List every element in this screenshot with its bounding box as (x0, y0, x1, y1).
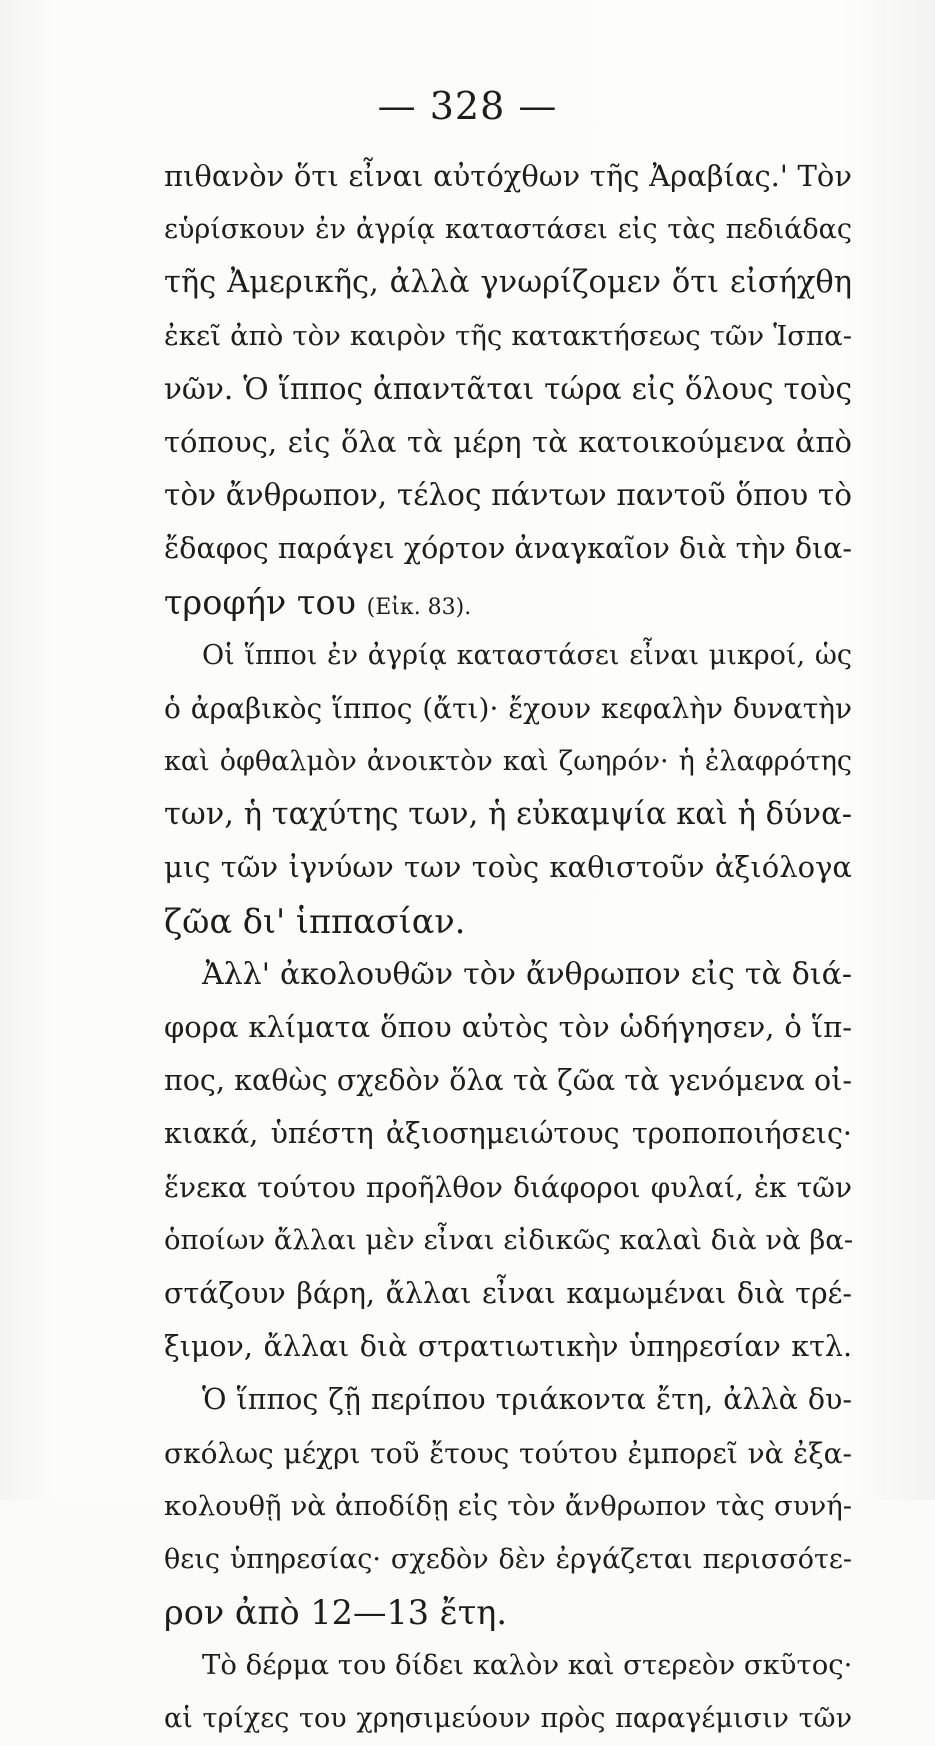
text-line: τόπους, εἰς ὅλα τὰ μέρη τὰ κατοικούμενα ἀπὸ (164, 424, 852, 459)
figure-reference: (Εἰκ. 83). (366, 594, 472, 620)
text-line-with-figure-ref (164, 576, 852, 629)
text-line: ρον ἀπὸ 12—13 ἔτη. (164, 1593, 507, 1633)
text-line: μις τῶν ἰγνύων των τοὺς καθιστοῦν ἀξιόλογα (164, 850, 852, 885)
paragraph-start-line: Τὸ δέρμα του δίδει καλὸν καὶ στερεὸν σκῦτος· (202, 1649, 853, 1682)
text-line: τροφήν του (164, 582, 357, 622)
paragraph-start-line: Ἀλλ' ἀκολουθῶν τὸν ἄνθρωπον εἰς τὰ διά- (202, 956, 852, 992)
text-line: των, ἡ ταχύτης των, ἡ εὐκαμψία καὶ ἡ δύνα- (164, 797, 852, 833)
text-line: αἱ τρίχες του χρησιμεύουν πρὸς παραγέμισιν τῶν (164, 1703, 852, 1735)
text-line: ἔδαφος παράγει χόρτον ἀναγκαῖον διὰ τὴν δια- (164, 532, 853, 566)
text-line: κιακά, ὑπέστη ἀξιοσημειώτους τροποποιήσεις· (164, 1117, 852, 1151)
paragraph-start-line: Ὁ ἵππος ζῇ περίπου τριάκοντα ἔτη, ἀλλὰ δυ- (202, 1383, 852, 1417)
text-line: νῶν. Ὁ ἵππος ἀπαντᾶται τώρα εἰς ὅλους τοὺς (164, 371, 852, 406)
text-line: καὶ ὀφθαλμὸν ἀνοικτὸν καὶ ζωηρόν· ἡ ἐλαφρότης (164, 746, 852, 778)
text-line: στάζουν βάρη, ἄλλαι εἶναι καμωμέναι διὰ τρέ- (164, 1276, 852, 1310)
text-line: σκόλως μέχρι τοῦ ἔτους τούτου ἐμπορεῖ νὰ ἐξα- (164, 1436, 852, 1470)
text-line: ὁποίων ἄλλαι μὲν εἶναι εἰδικῶς καλαὶ διὰ νὰ βα- (164, 1223, 854, 1256)
text-line: τὸν ἄνθρωπον, τέλος πάντων παντοῦ ὅπου τὸ (164, 478, 852, 513)
text-line: ἐκεῖ ἀπὸ τὸν καιρὸν τῆς κατακτήσεως τῶν Ἱσπα- (164, 319, 852, 352)
text-line: εὑρίσκουν ἐν ἀγρίᾳ καταστάσει εἰς τὰς πεδιάδας (164, 214, 852, 246)
text-line: πιθανὸν ὅτι εἶναι αὐτόχθων τῆς Ἀραβίας.' Τὸν (164, 159, 852, 193)
text-line: ἕνεκα τούτου προῆλθον διάφοροι φυλαί, ἐκ τῶν (164, 1170, 852, 1204)
text-line: ὁ ἀραβικὸς ἵππος (ἄτι)· ἔχουν κεφαλὴν δυνατὴν (164, 691, 852, 725)
page-number: — 328 — (377, 84, 558, 128)
paragraph-start-line: Οἱ ἵπποι ἐν ἀγρίᾳ καταστάσει εἶναι μικροί, ὡς (202, 639, 852, 671)
text-line: πος, καθὼς σχεδὸν ὅλα τὰ ζῶα τὰ γενόμενα οἰ- (164, 1064, 852, 1098)
text-line: τῆς Ἀμερικῆς, ἀλλὰ γνωρίζομεν ὅτι εἰσήχθη (164, 265, 852, 301)
body-text (164, 150, 852, 1746)
text-line: ζῶα δι' ἱππασίαν. (164, 901, 466, 941)
text-line: θεις ὑπηρεσίας· σχεδὸν δὲν ἐργάζεται περισσότε- (164, 1543, 852, 1575)
text-line: ξιμον, ἄλλαι διὰ στρατιωτικὴν ὑπηρεσίαν κτλ. (164, 1330, 852, 1364)
text-line: φορα κλίματα ὅπου αὐτὸς τὸν ὡδήγησεν, ὁ ἵπ- (164, 1010, 852, 1044)
text-line: κολουθῇ νὰ ἀποδίδῃ εἰς τὸν ἄνθρωπον τὰς συνή- (164, 1489, 852, 1522)
